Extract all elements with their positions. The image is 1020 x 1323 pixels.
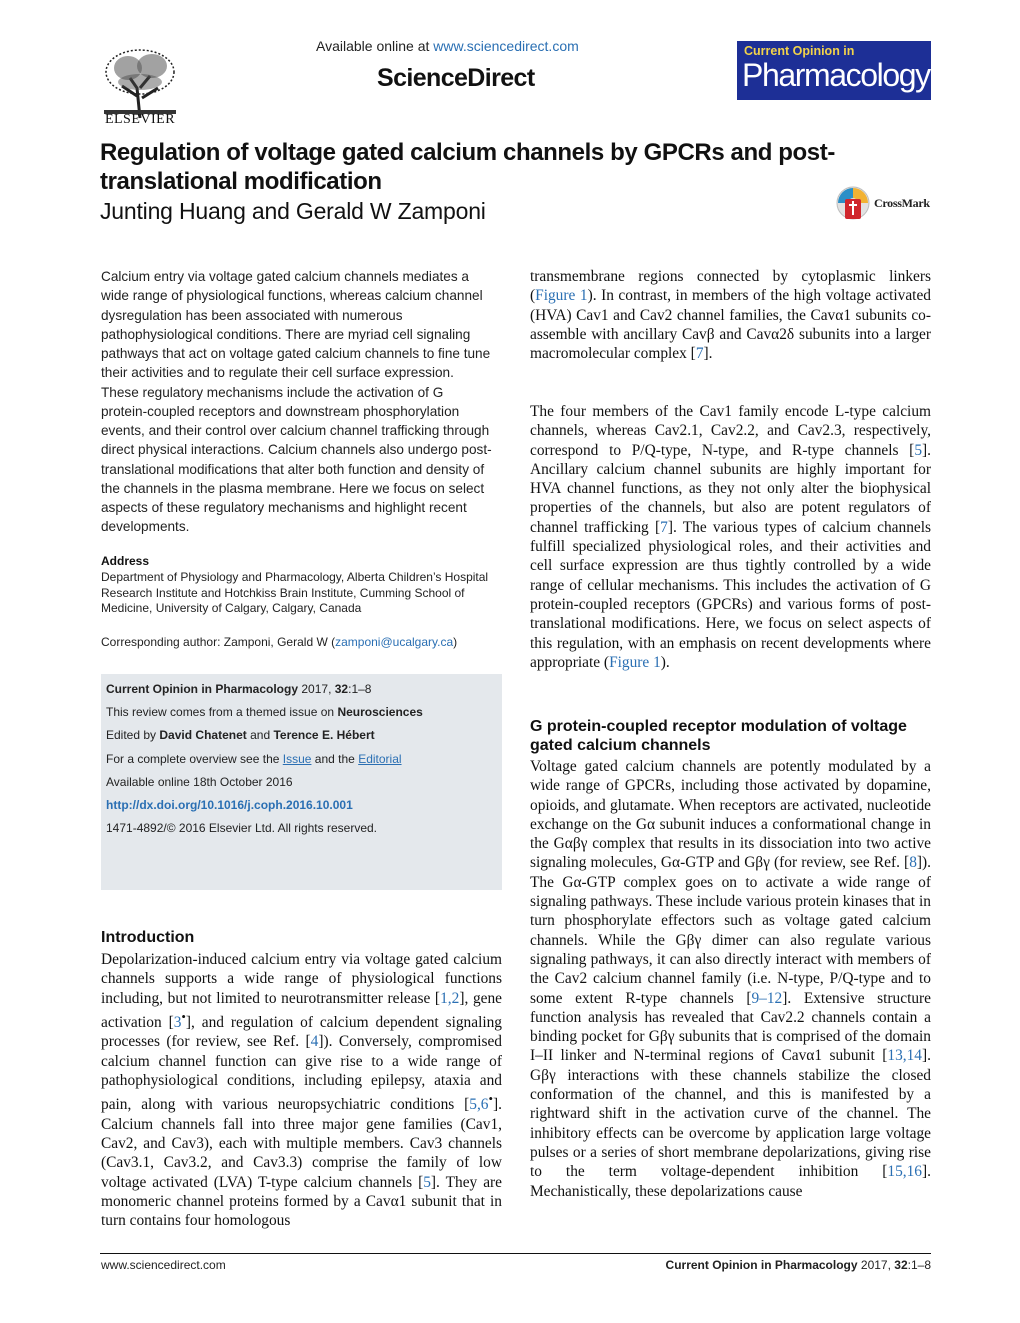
journal-banner-line2: Pharmacology (742, 57, 930, 93)
ref-link-5-6[interactable]: 5,6 (469, 1096, 489, 1114)
citation-volume: 32 (334, 682, 349, 696)
corresponding-suffix: ) (453, 635, 458, 649)
article-authors: Junting Huang and Gerald W Zamponi (100, 198, 486, 224)
doi-line (106, 798, 353, 812)
ref-star-5-6: • (488, 1092, 494, 1107)
footer-website: www.sciencedirect.com (101, 1258, 226, 1272)
citation-year: 2017, (301, 682, 332, 696)
intro-text-3: ], and regulation of calcium dependent signaling processes (for review, see Ref. [ (101, 1014, 503, 1051)
ref-link-15-16[interactable]: 15,16 (887, 1163, 923, 1181)
corresponding-author (101, 635, 501, 649)
doi-link[interactable]: http://dx.doi.org/10.1016/j.coph.2016.10.001 (106, 798, 353, 812)
address-text: Department of Physiology and Pharmacology, Alberta Children’s Hospital Research Institute and Hotchkiss Brain Institute, Cumming School of Medicine, University of Calgary, Calgary, Canada (101, 570, 489, 616)
right-p3-text-5: ]. Mechanistically, these depolarizations cause (530, 1163, 931, 1200)
article-title: Regulation of voltage gated calcium channels by GPCRs and post-translational modification (100, 139, 835, 195)
editor-2: Terence E. Hébert (273, 728, 375, 742)
crossmark-icon (836, 185, 870, 221)
themed-issue-prefix: This review comes from a themed issue on (106, 705, 335, 719)
right-p2-text-3: ]. The various types of calcium channels fulfill specialized physiological roles, and their activities and cell surface expression are thus tightly controlled by a wide range of cellular mechanisms. This includes the activation of G protein-coupled receptors (GPCRs) and various forms of post-translational modifications. Here, we focus on select aspects of this regulation, with an emphasis on recent developments where appropriate ( (530, 518, 931, 671)
right-p3-text-1: Voltage gated calcium channels are potently modulated by a wide range of GPCRs, including those activated by dopamine, opioids, and glutamate. When receptors are activated, nucleotide exchange on the Gα subunit induces a conformational change in the Gαβγ complex that results in its dissociation into two active signaling molecules, Gα-GTP and Gβγ (for review, see Ref. [ (530, 758, 931, 872)
intro-text-1: Depolarization-induced calcium entry via voltage gated calcium channels supports a wide range of physiological functions including, but not limited to neurotransmitter release [ (101, 951, 502, 1007)
copyright-line: 1471-4892/© 2016 Elsevier Ltd. All rights reserved. (106, 821, 377, 835)
journal-banner-line1: Current Opinion in (744, 44, 855, 58)
abstract: Calcium entry via voltage gated calcium channels mediates a wide range of physiological functions, whereas calcium channel dysregulation has been associated with numerous pathophysiological conditions. There are myriad cell signaling pathways that act on voltage gated calcium channels to fine tune their activities and to regulate their cell surface expression. These regulatory mechanisms include the activation of G protein-coupled receptors and downstream phosphorylation events, and their control over calcium channel trafficking through direct physical interactions. Calcium channels also undergo post-translational modifications that alter both function and density of the channels in the plasma membrane. Here we focus on select aspects of these regulatory mechanisms and highlight recent developments. (101, 269, 492, 535)
intro-text-4: ]). Conversely, compromised calcium channel function can give rise to a wide range of pathophysiological conditions, including epilepsy, ataxia and pain, along with various neuropsychiatric conditions [ (101, 1033, 502, 1114)
author-email-link[interactable]: zamponi@ucalgary.ca (335, 635, 454, 649)
ref-link-1-2[interactable]: 1,2 (440, 989, 460, 1007)
footer-pages: :1–8 (907, 1258, 931, 1272)
editors-and: and (250, 728, 271, 742)
right-p3-text-3: ]. Extensive structure function analysis has revealed that Cav2.2 channels contain a binding pocket for Gβγ subunits that is comprised of the domain I–II linker and N-terminal regions of Cavα1 subunit [ (530, 989, 931, 1065)
availability-line (316, 38, 579, 54)
footer-volume: 32 (894, 1258, 908, 1272)
footer-citation (560, 1258, 931, 1272)
editorial-link[interactable]: Editorial (358, 752, 402, 766)
article-info-box (101, 674, 502, 890)
editors-line (106, 728, 375, 742)
overview-and: and the (314, 752, 355, 766)
journal-banner (737, 41, 931, 100)
introduction-paragraph (101, 950, 502, 1230)
citation-journal: Current Opinion in Pharmacology (106, 682, 299, 696)
ref-link-9-12[interactable]: 9–12 (751, 989, 783, 1007)
right-p1-text-1: transmembrane regions connected by cytoplasmic linkers ( (530, 268, 931, 305)
right-paragraph-2 (530, 402, 931, 672)
themed-issue-topic: Neurosciences (337, 705, 423, 719)
ref-link-5[interactable]: 5 (423, 1173, 431, 1191)
figure-1-link-b[interactable]: Figure 1 (609, 653, 661, 671)
ref-star-3: • (181, 1009, 186, 1024)
right-p2-text-2: ]. Ancillary calcium channel subunits are highly important for HVA channel functions, as they not only alter the biophysical properties of the channels, but also are potent regulators of channel trafficking [ (530, 441, 931, 536)
overview-line (106, 752, 402, 766)
ref-link-7[interactable]: 7 (695, 345, 704, 363)
available-online-date: Available online 18th October 2016 (106, 775, 293, 789)
right-p2-text-1: The four members of the Cav1 family encode L-type calcium channels, whereas Cav2.1, Cav2.2, and Cav2.3, respectively, correspond to P/Q-type, N-type, and R-type channels [ (530, 403, 931, 459)
footer-journal: Current Opinion in Pharmacology (665, 1258, 858, 1272)
address-heading: Address (101, 554, 150, 568)
right-p3-text-4: ]. Gβγ interactions with these channels stabilize the closed conformation of the channel, and this is manifested by a rightward shift in the activation curve of the channel. The inhibitory effects can be overcome by application large voltage pulses or a series of short membrane depolarizations, giving rise to the term voltage-dependent inhibition [ (530, 1047, 931, 1181)
right-paragraph-1 (530, 267, 931, 363)
right-p1-text-2: ). In contrast, in members of the high voltage activated (HVA) Cav1 and Cav2 channel families, the Cavα1 subunits co-assemble with ancillary Cavβ and Cavα2δ subunits into a larger macromolecular complex [ (530, 287, 931, 363)
editor-1: David Chatenet (159, 728, 247, 742)
footer-year: 2017, (860, 1258, 891, 1272)
introduction-heading: Introduction (101, 929, 195, 946)
themed-issue-line (106, 705, 423, 719)
ref-link-7b[interactable]: 7 (660, 518, 668, 536)
intro-text-6: ]. They are monomeric channel proteins formed by a Cavα1 subunit that in turn contains four homologous (101, 1173, 502, 1230)
intro-text-2: ], gene activation [ (101, 989, 502, 1032)
footer-divider (100, 1253, 931, 1254)
overview-prefix: For a complete overview see the (106, 752, 280, 766)
platform-name: ScienceDirect (377, 64, 535, 92)
ref-link-13-14[interactable]: 13,14 (887, 1047, 923, 1065)
right-p1-text-3: ]. (703, 345, 713, 363)
ref-link-3[interactable]: 3 (173, 1014, 182, 1032)
figure-1-link[interactable]: Figure 1 (535, 287, 588, 305)
right-p2-text-4: ). (660, 653, 670, 671)
ref-link-8[interactable]: 8 (909, 854, 917, 872)
ref-link-4[interactable]: 4 (310, 1033, 319, 1051)
right-paragraph-3 (530, 757, 931, 1201)
citation-pages: :1–8 (348, 682, 372, 696)
issue-link[interactable]: Issue (282, 752, 312, 766)
sciencedirect-link[interactable]: www.sciencedirect.com (433, 38, 579, 54)
gpcr-section-heading: G protein-coupled receptor modulation of voltage gated calcium channels (530, 718, 907, 754)
citation-line (106, 682, 371, 696)
intro-text-5: ]. Calcium channels fall into three major gene families (Cav1, Cav2, and Cav3), each with multiple members. Cav3 channels (Cav3.1, Cav3.2, and Cav3.3) comprise the family of low voltage activated (LVA) T-type calcium channels [ (101, 1096, 502, 1191)
crossmark-badge[interactable] (836, 185, 936, 223)
crossmark-label: CrossMark (874, 196, 930, 210)
right-p3-text-2: ]). The Gα-GTP complex goes on to activate a wide range of signaling pathways. These include various protein kinases that in turn phosphorylate effectors such as voltage gated calcium channels. While the Gβγ dimer can also regulate various signaling pathways, it can also directly interact with members of the Cav2 calcium channel family (i.e. N-type, P/Q-type and to some extent R-type channels [ (530, 854, 931, 1007)
corresponding-prefix: Corresponding author: Zamponi, Gerald W ( (101, 635, 336, 649)
publisher-name: ELSEVIER (104, 112, 176, 127)
availability-prefix: Available online at (316, 38, 430, 54)
ref-link-5b[interactable]: 5 (914, 441, 923, 459)
edited-by-prefix: Edited by (106, 728, 157, 742)
